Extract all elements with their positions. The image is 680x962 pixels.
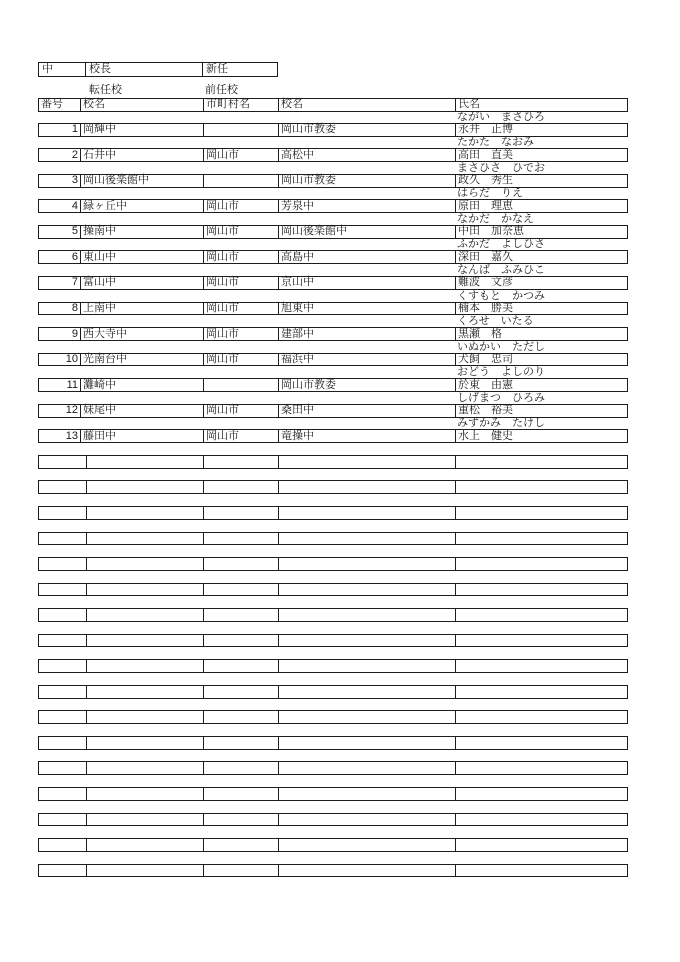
city-cell [204,686,279,698]
name-cell [456,558,627,570]
previous-school-cell [279,711,456,723]
new-school-cell [87,660,204,672]
furigana-text: まさひさ ひでお [457,161,545,174]
table-row [38,188,628,214]
row-box [38,353,628,367]
name-cell: 楠本 勝美 [458,301,513,314]
previous-school-cell [279,788,456,800]
previous-school-cell: 芳泉中 [279,200,456,212]
row-number-cell: 9 [39,328,81,340]
previous-school-cell [279,456,456,468]
name-cell [456,737,627,749]
table-row [38,418,628,444]
row-number-cell [39,788,87,800]
row-number-cell [39,660,87,672]
name-cell [456,711,627,723]
city-cell [204,124,279,136]
previous-school-cell [279,814,456,826]
city-cell: 岡山市 [204,149,279,161]
row-number-cell [39,711,87,723]
header-previous-school: 校名 [279,99,456,111]
school-level-cell: 中 [39,63,86,76]
furigana-text: ふかだ よしひさ [457,238,545,251]
furigana-text: くろせ いたる [457,315,534,328]
empty-table-row [38,494,628,520]
city-cell: 岡山市 [204,328,279,340]
previous-school-cell [279,533,456,545]
empty-table-row [38,596,628,622]
previous-school-cell [279,507,456,519]
furigana-text: なんば ふみひこ [457,264,545,277]
empty-table-row [38,673,628,699]
row-box [38,813,628,827]
previous-school-cell [279,865,456,877]
row-box [38,659,628,673]
new-school-cell [87,533,204,545]
furigana-text: くすもと かつみ [457,289,545,302]
furigana-text: はらだ りえ [457,187,523,200]
city-cell [204,379,279,391]
row-box [38,225,628,239]
new-school-cell: 東山中 [81,251,204,263]
previous-school-cell [279,481,456,493]
row-number-cell [39,814,87,826]
new-school-cell [87,456,204,468]
furigana-text: なかだ かなえ [457,212,534,225]
row-box [38,506,628,520]
table-row [38,315,628,341]
header-name: 氏名 [458,98,480,111]
row-number-cell: 4 [39,200,81,212]
row-box [38,455,628,469]
row-box [38,404,628,418]
city-cell [204,660,279,672]
row-box [38,480,628,494]
new-school-cell: 藤田中 [81,430,204,442]
furigana-text: しげまつ ひろみ [457,391,545,404]
row-box [38,608,628,622]
table-row [38,162,628,188]
name-cell: 重松 裕美 [458,404,513,417]
header-city: 市町村名 [204,99,279,111]
previous-school-cell: 福浜中 [279,354,456,366]
city-cell [204,175,279,187]
row-box [38,710,628,724]
row-number-cell: 11 [39,379,81,391]
previous-school-cell [279,558,456,570]
header-number: 番号 [39,99,81,111]
category-box [38,62,278,77]
previous-school-cell [279,737,456,749]
previous-school-cell: 旭東中 [279,303,456,315]
new-school-cell: 岡輝中 [81,124,204,136]
name-cell [456,635,627,647]
new-school-cell [87,711,204,723]
furigana-text: いぬかい ただし [457,340,545,353]
row-box [38,174,628,188]
name-cell: 政久 秀生 [458,174,513,187]
empty-table-row [38,801,628,827]
name-cell: 高田 直美 [458,148,513,161]
position-cell: 校長 [86,63,203,76]
new-school-cell [87,584,204,596]
previous-school-cell: 竜操中 [279,430,456,442]
city-cell [204,635,279,647]
new-school-cell [87,839,204,851]
row-number-cell: 1 [39,124,81,136]
previous-school-cell [279,839,456,851]
empty-table-row [38,750,628,776]
city-cell [204,711,279,723]
row-box [38,761,628,775]
furigana-text: おどう よしのり [457,366,545,379]
new-school-cell [87,737,204,749]
table-row [38,392,628,418]
furigana-text: たかた なおみ [457,136,534,149]
name-cell [456,533,627,545]
row-box [38,634,628,648]
new-school-cell [87,762,204,774]
row-box [38,199,628,213]
city-cell: 岡山市 [204,251,279,263]
new-school-cell: 光南台中 [81,354,204,366]
row-number-cell: 3 [39,175,81,187]
previous-school-cell: 桑田中 [279,405,456,417]
row-box [38,557,628,571]
name-cell [456,865,627,877]
furigana-text: ながい まさひろ [457,110,545,123]
table-row [38,137,628,163]
new-school-cell [87,814,204,826]
new-school-cell [87,686,204,698]
name-cell [456,456,627,468]
empty-table-row [38,647,628,673]
city-cell [204,533,279,545]
row-number-cell: 5 [39,226,81,238]
empty-table-row [38,469,628,495]
transfer-school-group-label: 転任校 [89,84,122,96]
row-number-cell: 13 [39,430,81,442]
row-number-cell [39,533,87,545]
row-box [38,838,628,852]
empty-table-row [38,699,628,725]
name-cell [456,584,627,596]
previous-school-cell: 高島中 [279,251,456,263]
row-box [38,532,628,546]
city-cell: 岡山市 [204,354,279,366]
row-number-cell [39,686,87,698]
name-cell: 原田 理恵 [458,199,513,212]
new-school-cell [87,865,204,877]
city-cell [204,558,279,570]
name-cell: 中田 加奈恵 [458,225,524,238]
row-number-cell: 6 [39,251,81,263]
city-cell [204,839,279,851]
row-number-cell: 12 [39,405,81,417]
name-cell [456,762,627,774]
new-school-cell: 上南中 [81,303,204,315]
previous-school-group-label: 前任校 [205,84,238,96]
row-number-cell [39,635,87,647]
new-school-cell: 富山中 [81,277,204,289]
row-box [38,327,628,341]
previous-school-cell [279,686,456,698]
new-school-cell [87,481,204,493]
row-number-cell [39,456,87,468]
name-cell: 水上 健史 [458,429,513,442]
row-number-cell: 8 [39,303,81,315]
row-box [38,429,628,443]
previous-school-cell: 岡山市教委 [279,379,456,391]
new-school-cell: 操南中 [81,226,204,238]
previous-school-cell [279,762,456,774]
city-cell [204,788,279,800]
city-cell [204,865,279,877]
city-cell [204,507,279,519]
new-school-cell [87,609,204,621]
city-cell: 岡山市 [204,303,279,315]
row-box [38,685,628,699]
row-number-cell [39,762,87,774]
empty-table-row [38,443,628,469]
table-row [38,290,628,316]
city-cell [204,762,279,774]
city-cell [204,737,279,749]
previous-school-cell: 岡山後楽館中 [279,226,456,238]
name-cell [456,507,627,519]
name-cell: 黒瀬 格 [458,327,502,340]
empty-table-row [38,571,628,597]
row-number-cell: 7 [39,277,81,289]
row-number-cell [39,481,87,493]
new-school-cell: 岡山後楽館中 [81,175,204,187]
row-box [38,250,628,264]
name-cell: 犬飼 忠司 [458,353,513,366]
row-box [38,148,628,162]
appointment-type-cell: 新任 [206,63,228,75]
row-number-cell [39,865,87,877]
empty-table-row [38,622,628,648]
new-school-cell [87,635,204,647]
row-box [38,378,628,392]
table-row [38,366,628,392]
table-row [38,239,628,265]
table-body [38,111,628,877]
name-cell: 深田 嘉久 [458,250,513,263]
previous-school-cell [279,609,456,621]
empty-table-row [38,775,628,801]
city-cell [204,609,279,621]
city-cell [204,481,279,493]
empty-table-row [38,826,628,852]
name-cell [456,660,627,672]
previous-school-cell [279,635,456,647]
row-number-cell [39,507,87,519]
table-row [38,213,628,239]
table-header [38,98,628,112]
empty-table-row [38,852,628,878]
city-cell [204,456,279,468]
new-school-cell: 灘崎中 [81,379,204,391]
new-school-cell [87,507,204,519]
new-school-cell: 石井中 [81,149,204,161]
header-new-school: 校名 [81,99,204,111]
row-number-cell [39,558,87,570]
row-number-cell [39,584,87,596]
empty-table-row [38,724,628,750]
row-number-cell [39,737,87,749]
previous-school-cell: 岡山市教委 [279,175,456,187]
new-school-cell: 妹尾中 [81,405,204,417]
previous-school-cell: 京山中 [279,277,456,289]
new-school-cell [87,558,204,570]
table-row [38,264,628,290]
row-number-cell [39,839,87,851]
new-school-cell: 西大寺中 [81,328,204,340]
new-school-cell: 緑ヶ丘中 [81,200,204,212]
furigana-text: みずかみ たけし [457,417,545,430]
table-row [38,341,628,367]
city-cell: 岡山市 [204,405,279,417]
row-box [38,123,628,137]
city-cell [204,584,279,596]
city-cell: 岡山市 [204,226,279,238]
previous-school-cell: 岡山市教委 [279,124,456,136]
table-row [38,111,628,137]
previous-school-cell [279,660,456,672]
row-box [38,302,628,316]
name-cell: 難波 文彦 [458,276,513,289]
row-box [38,736,628,750]
name-cell: 於東 由憲 [458,378,513,391]
empty-table-row [38,545,628,571]
row-number-cell [39,609,87,621]
row-number-cell: 2 [39,149,81,161]
row-number-cell: 10 [39,354,81,366]
name-cell [456,481,627,493]
name-cell: 永井 正博 [458,123,513,136]
name-cell [456,686,627,698]
city-cell: 岡山市 [204,277,279,289]
name-cell [456,788,627,800]
row-box [38,276,628,290]
city-cell: 岡山市 [204,200,279,212]
row-box [38,583,628,597]
new-school-cell [87,788,204,800]
previous-school-cell: 高松中 [279,149,456,161]
city-cell [204,814,279,826]
row-box [38,864,628,878]
row-box [38,787,628,801]
empty-table-row [38,520,628,546]
name-cell [456,609,627,621]
previous-school-cell: 建部中 [279,328,456,340]
name-cell [456,839,627,851]
name-cell [456,814,627,826]
previous-school-cell [279,584,456,596]
city-cell: 岡山市 [204,430,279,442]
